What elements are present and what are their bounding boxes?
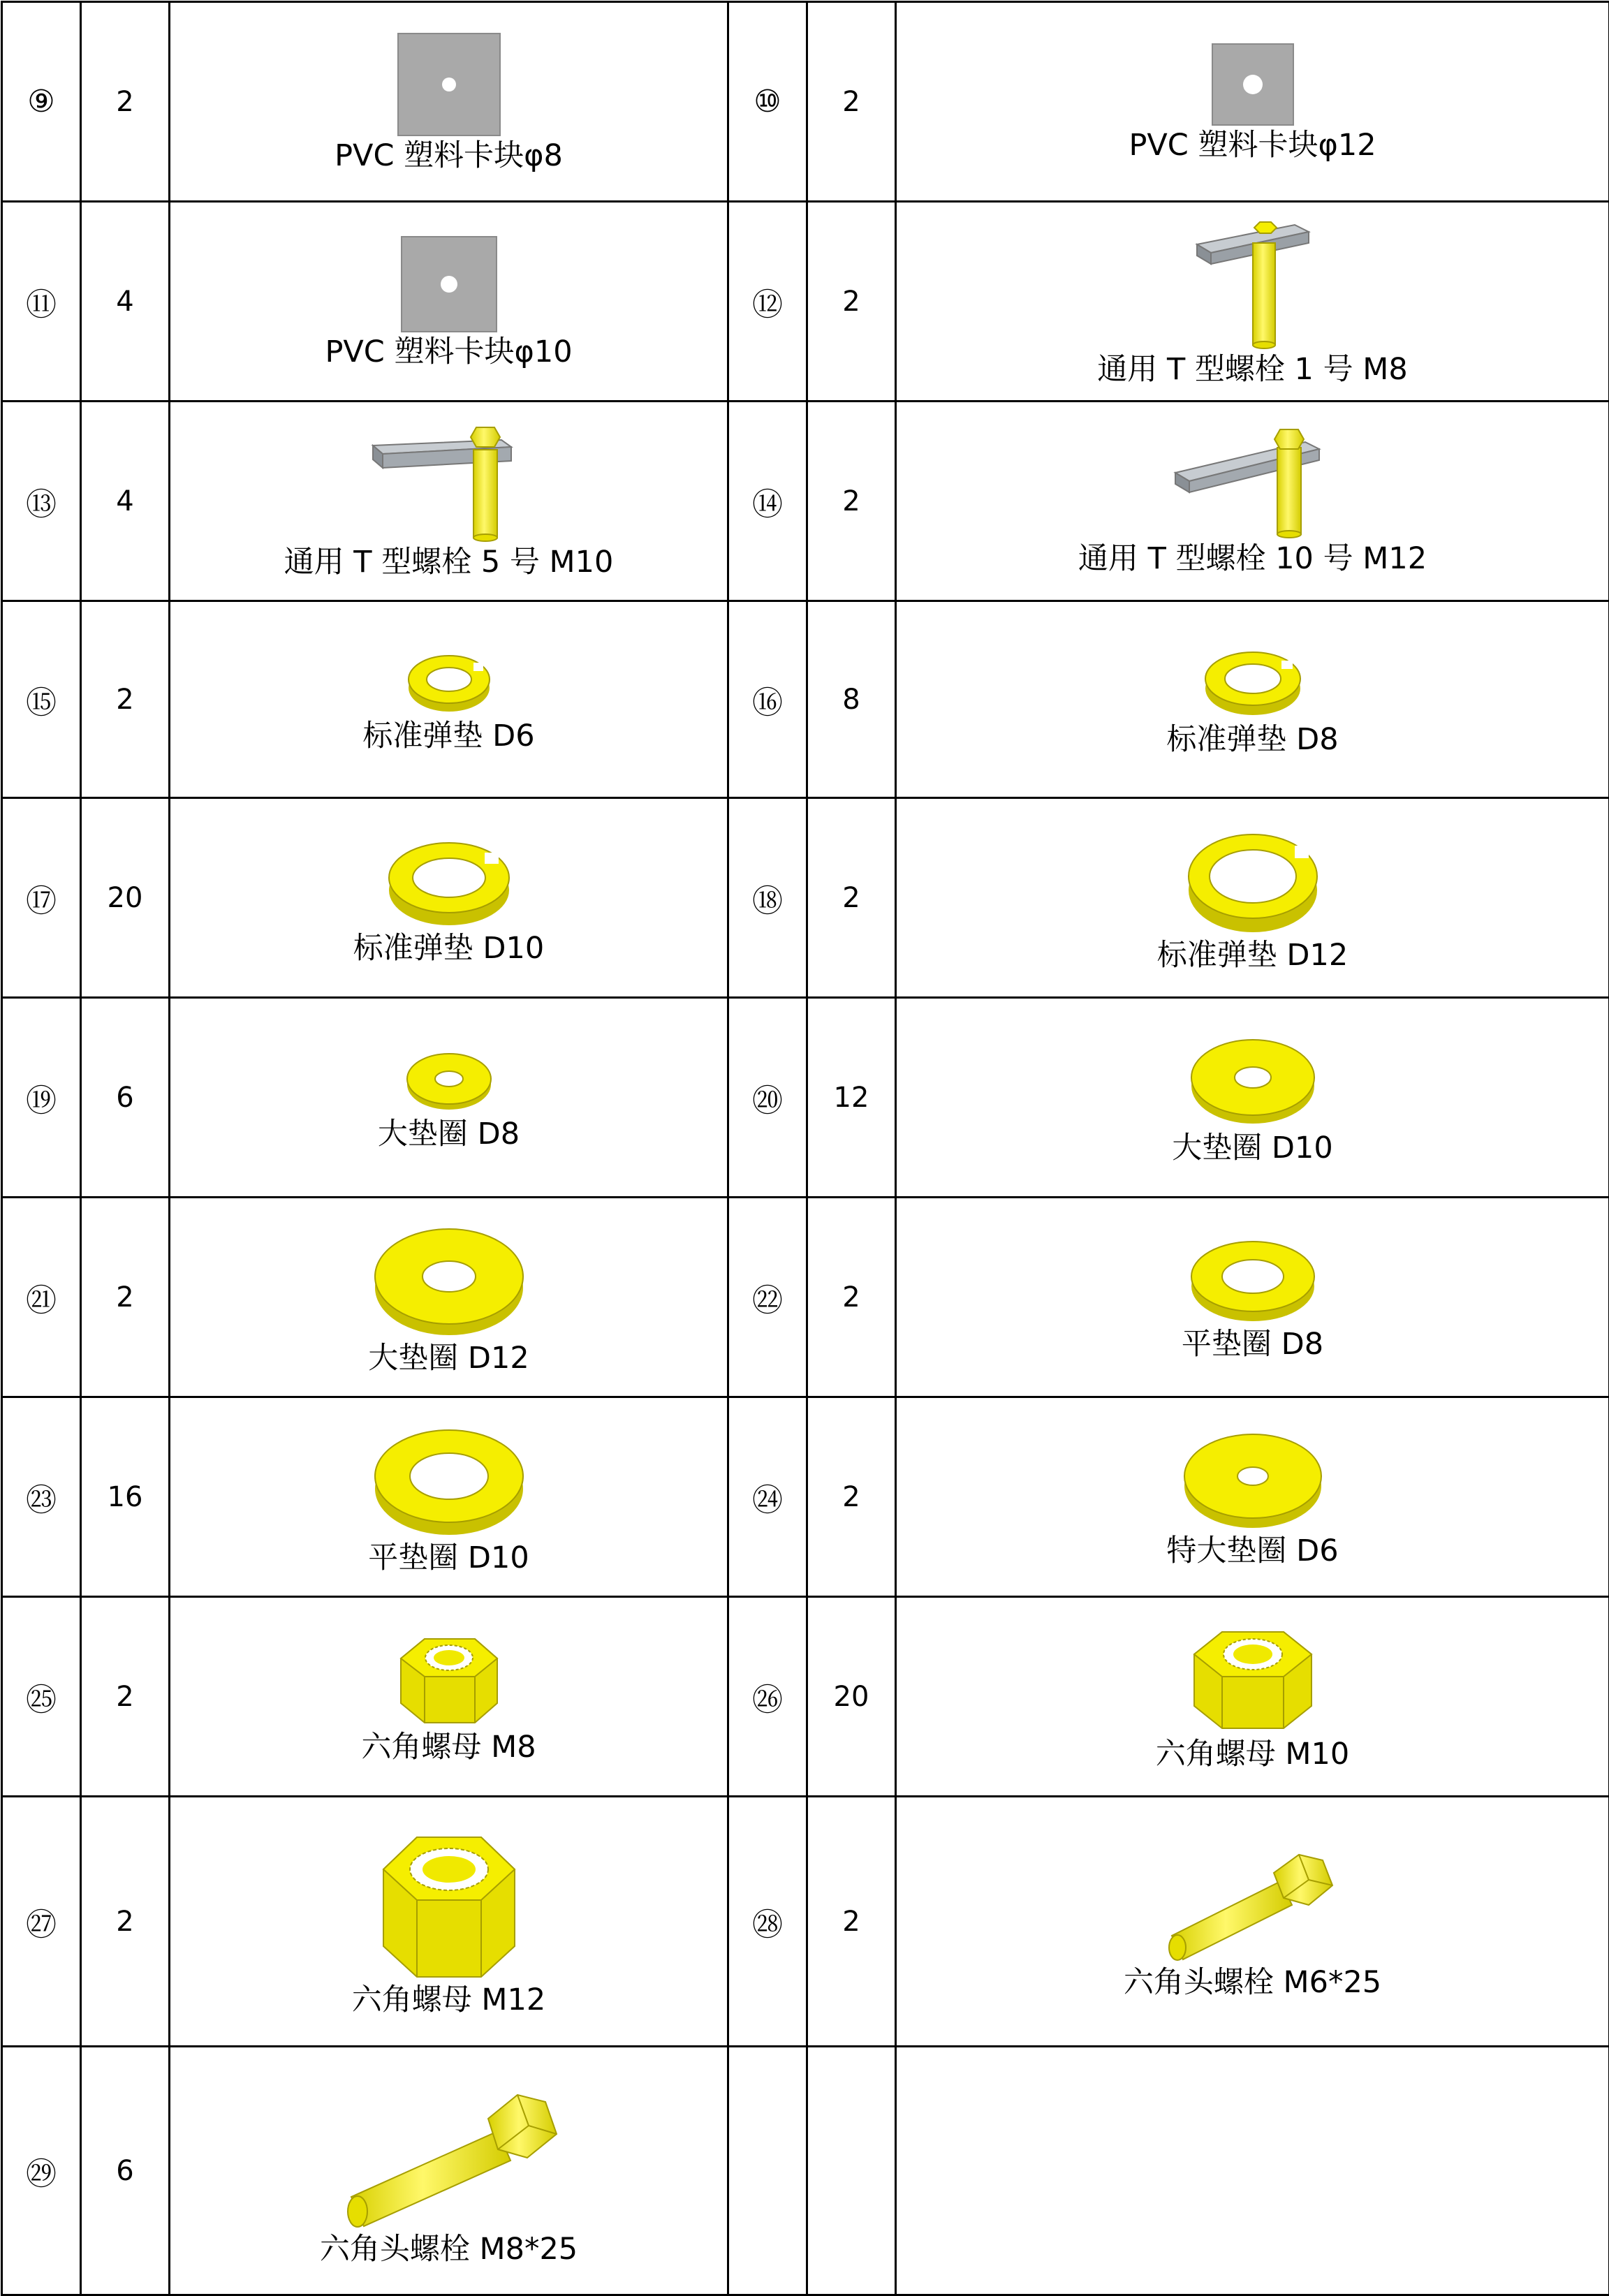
- flat-washer-icon: [1186, 1031, 1319, 1129]
- part-cell: [896, 798, 1609, 998]
- part-caption: 标准弹垫 D8: [1166, 725, 1338, 755]
- part-number: ㉒: [728, 1198, 807, 1397]
- part-caption: 通用 T 型螺栓 5 号 M10: [284, 547, 614, 577]
- part-quantity: 20: [807, 1597, 896, 1797]
- hex-bolt-icon: [337, 2077, 561, 2230]
- part-quantity: 2: [807, 202, 896, 402]
- t-bolt-icon: [369, 425, 529, 543]
- part-quantity: [807, 2047, 896, 2295]
- part-caption: 大垫圈 D10: [1172, 1133, 1333, 1163]
- part-cell: [170, 1198, 728, 1397]
- hex-bolt-icon: [1162, 1845, 1344, 1964]
- part-caption: 标准弹垫 D10: [353, 934, 545, 964]
- t-bolt-icon: [1190, 218, 1316, 351]
- part-number: ⑫: [728, 202, 807, 402]
- part-cell: [896, 998, 1609, 1198]
- part-number: ⑩: [728, 2, 807, 202]
- pvc-block-icon: [397, 32, 501, 137]
- part-caption: 六角螺母 M12: [352, 1985, 545, 2015]
- part-cell: [170, 798, 728, 998]
- part-number: ㉔: [728, 1397, 807, 1597]
- part-number: ㉖: [728, 1597, 807, 1797]
- part-number: ㉘: [728, 1797, 807, 2047]
- part-caption: PVC 塑料卡块φ8: [335, 141, 563, 171]
- part-number: ⑱: [728, 798, 807, 998]
- part-quantity: 2: [81, 601, 170, 798]
- part-caption: 六角头螺栓 M8*25: [320, 2235, 578, 2265]
- table-row: [2, 2, 1609, 202]
- hex-nut-icon: [379, 1827, 519, 1981]
- part-cell: [896, 1198, 1609, 1397]
- table-row: [2, 1198, 1609, 1397]
- part-caption: PVC 塑料卡块φ12: [1129, 131, 1376, 161]
- part-number: ⑭: [728, 402, 807, 601]
- part-quantity: 4: [81, 202, 170, 402]
- part-quantity: 2: [807, 1797, 896, 2047]
- table-row: [2, 1797, 1609, 2047]
- part-cell: [896, 601, 1609, 798]
- part-number: [728, 2047, 807, 2295]
- table-row: [2, 1597, 1609, 1797]
- part-cell: [896, 1797, 1609, 2047]
- part-cell: [896, 1597, 1609, 1797]
- part-quantity: 2: [807, 1198, 896, 1397]
- flat-washer-icon: [1186, 1235, 1319, 1325]
- part-cell: [170, 402, 728, 601]
- part-number: ㉑: [2, 1198, 81, 1397]
- part-caption: 平垫圈 D8: [1182, 1330, 1323, 1360]
- part-caption: 通用 T 型螺栓 10 号 M12: [1078, 544, 1427, 574]
- flat-washer-icon: [369, 1221, 529, 1339]
- part-number: ⑬: [2, 402, 81, 601]
- part-cell: [170, 601, 728, 798]
- part-number: ⑯: [728, 601, 807, 798]
- part-quantity: 20: [81, 798, 170, 998]
- part-cell: [170, 1397, 728, 1597]
- table-row: [2, 998, 1609, 1198]
- part-caption: 标准弹垫 D12: [1157, 941, 1349, 971]
- flat-washer-icon: [369, 1420, 529, 1539]
- table-row: [2, 402, 1609, 601]
- part-number: ㉕: [2, 1597, 81, 1797]
- part-caption: PVC 塑料卡块φ10: [325, 337, 572, 367]
- table-row: [2, 1397, 1609, 1597]
- part-quantity: 2: [81, 1597, 170, 1797]
- spring-washer-icon: [1183, 825, 1323, 936]
- part-cell: [896, 1397, 1609, 1597]
- part-quantity: 2: [807, 402, 896, 601]
- parts-table: [1, 1, 1609, 2296]
- part-cell: [170, 202, 728, 402]
- part-number: ㉙: [2, 2047, 81, 2295]
- part-quantity: 6: [81, 2047, 170, 2295]
- spring-washer-icon: [383, 832, 515, 929]
- part-quantity: 2: [807, 2, 896, 202]
- part-caption: 标准弹垫 D6: [362, 721, 534, 751]
- hex-nut-icon: [1190, 1624, 1316, 1735]
- pvc-block-icon: [400, 235, 498, 333]
- pvc-block-icon: [1211, 43, 1295, 126]
- part-cell: [170, 2047, 728, 2295]
- table-row: [2, 2047, 1609, 2295]
- part-quantity: 2: [807, 798, 896, 998]
- part-cell: [896, 202, 1609, 402]
- part-quantity: 6: [81, 998, 170, 1198]
- part-caption: 通用 T 型螺栓 1 号 M8: [1097, 355, 1407, 385]
- flat-washer-icon: [404, 1045, 494, 1115]
- flat-washer-icon: [1180, 1427, 1326, 1532]
- part-number: ⑪: [2, 202, 81, 402]
- part-cell: [170, 1597, 728, 1797]
- part-caption: 六角头螺栓 M6*25: [1124, 1968, 1381, 1998]
- hex-nut-icon: [397, 1631, 501, 1728]
- spring-washer-icon: [1200, 644, 1305, 721]
- part-cell: [170, 1797, 728, 2047]
- table-row: [2, 601, 1609, 798]
- part-quantity: 2: [81, 1797, 170, 2047]
- part-quantity: 12: [807, 998, 896, 1198]
- part-caption: 六角螺母 M8: [361, 1732, 536, 1763]
- part-number: ⑰: [2, 798, 81, 998]
- part-number: ⑨: [2, 2, 81, 202]
- part-caption: 平垫圈 D10: [368, 1543, 529, 1573]
- part-quantity: 16: [81, 1397, 170, 1597]
- spring-washer-icon: [404, 647, 494, 717]
- part-number: ㉗: [2, 1797, 81, 2047]
- part-cell: [170, 998, 728, 1198]
- empty-cell: [896, 2047, 1609, 2295]
- part-number: ⑳: [728, 998, 807, 1198]
- part-number: ⑲: [2, 998, 81, 1198]
- part-caption: 六角螺母 M10: [1156, 1739, 1349, 1769]
- part-quantity: 2: [81, 2, 170, 202]
- table-row: [2, 202, 1609, 402]
- part-cell: [896, 2, 1609, 202]
- part-caption: 大垫圈 D8: [378, 1119, 520, 1149]
- part-number: ⑮: [2, 601, 81, 798]
- part-quantity: 2: [81, 1198, 170, 1397]
- part-caption: 特大垫圈 D6: [1166, 1536, 1338, 1566]
- t-bolt-icon: [1173, 428, 1333, 540]
- part-quantity: 2: [807, 1397, 896, 1597]
- part-quantity: 4: [81, 402, 170, 601]
- part-quantity: 8: [807, 601, 896, 798]
- table-row: [2, 798, 1609, 998]
- part-cell: [896, 402, 1609, 601]
- part-caption: 大垫圈 D12: [368, 1344, 529, 1374]
- part-number: ㉓: [2, 1397, 81, 1597]
- part-cell: [170, 2, 728, 202]
